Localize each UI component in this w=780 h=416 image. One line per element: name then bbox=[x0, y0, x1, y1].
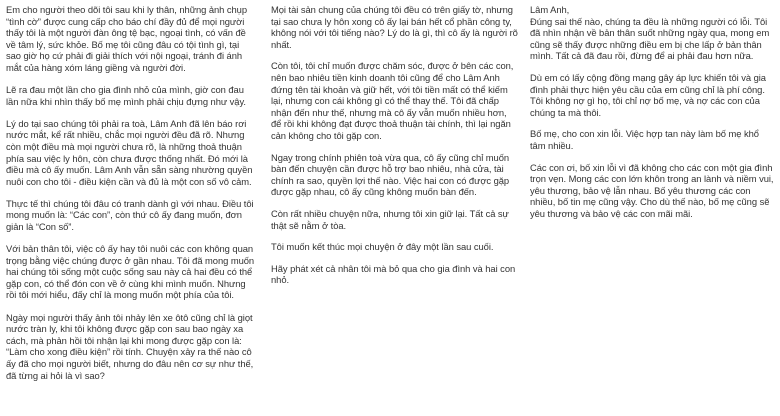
paragraph: Với bản thân tôi, việc cô ấy hay tôi nuôi các con không quan trọng bằng việc chúng được ở gần nhau. Tôi đã mong muốn hai chúng tôi sống một cuộc sống sau này cả hai đều có thể gặp con, có thể đón con về ở cùng khi mình muốn. Nhưng rồi tôi mới hiểu, đấy chỉ là mong muốn một phía của tôi. bbox=[6, 243, 255, 301]
text-column-1 bbox=[0, 0, 262, 392]
paragraph: Ngày mọi người thấy ảnh tôi nhảy lên xe ôtô cũng chỉ là giọt nước tràn ly, khi tôi không được gặp con sau bao ngày xa cách, mà phản hồi tôi nhận lại khi mong được gặp con là: “Làm cho xong điều kiện” rồi tính. Chuyện xảy ra thế nào cô ấy đã cho mọi người biết, nhưng do đâu nên cơ sự như thế, đã từng ai hỏi là vì sao? bbox=[6, 311, 254, 381]
paragraph: Còn tôi, tôi chỉ muốn được chăm sóc, được ở bên các con, nên bao nhiêu tiền kinh doanh tôi cũng để cho Lâm Anh đứng tên tài khoản và giữ hết, với tôi tiền mất có thể kiếm lại, nhưng con cái không gì có thể thay thế. Tôi đã chấp nhận đến như thế, nhưng mà cô ấy vẫn muốn nhiều hơn, để rồi khi không đạt được thoả thuận tài chính, thì lại ngăn cản không cho tôi gặp con. bbox=[271, 60, 514, 141]
text-column-3 bbox=[524, 0, 780, 230]
paragraph: Lẽ ra đau một lần cho gia đình nhỏ của mình, giờ con đau lần nữa khi nhìn thấy bố mẹ mình phải chịu đựng như vậy. bbox=[6, 84, 246, 107]
paragraph: Các con ơi, bố xin lỗi vì đã không cho các con một gia đình trọn vẹn. Mong các con lớn khôn trong an lành và niềm vui, yêu thương, bảo vệ lẫn nhau. Bố yêu thương các con nhiều, bố tin mẹ cũng vậy. Cho dù thế nào, bố mẹ cũng sẽ yêu thương và bảo vệ các con mãi mãi. bbox=[530, 161, 774, 219]
text-column-2 bbox=[262, 0, 524, 296]
paragraph: Thực tế thì chúng tôi đâu có tranh dành gì với nhau. Điều tôi mong muốn là: “Các con”, còn thứ cô ấy đang muốn, đơn giản là “Con số”. bbox=[6, 197, 254, 232]
paragraph: Còn rất nhiều chuyện nữa, nhưng tôi xin giữ lại. Tất cả sự thật sẽ nằm ở tòa. bbox=[271, 207, 509, 231]
paragraph: Dù em có lấy cộng đồng mạng gây áp lực khiến tôi và gia đình phải thực hiện yêu cầu của em cũng chỉ là phí công. Tôi không nợ gì họ, tôi chỉ nợ bố mẹ, và nợ các con của chúng ta mà thôi. bbox=[530, 71, 766, 118]
paragraph: Tôi muốn kết thúc mọi chuyện ở đây một lần sau cuối. bbox=[271, 241, 494, 253]
paragraph: Ngay trong chính phiên toà vừa qua, cô ấy cũng chỉ muốn bàn đến chuyện cần được hỗ trợ bao nhiêu, nhà cửa, tài chính ra sao, quyền lợi thế nào. Việc hai con có được gặp được gặp nhau, cô ấy cũng không muốn bàn đến. bbox=[271, 151, 510, 198]
letter-opening: Lâm Anh, Đúng sai thế nào, chúng ta đều là những người có lỗi. Tôi đã nhìn nhận về bản thân suốt những ngày qua, mong em cũng sẽ thấy được những điều em bị che lấp ở bản thân mình. Tất cả đã đau rồi, đừng để ai phải đau hơn nữa. bbox=[530, 4, 770, 62]
paragraph: Hãy phát xét cả nhân tôi mà bỏ qua cho gia đình và hai con nhỏ. bbox=[271, 262, 516, 286]
paragraph: Lý do tại sao chúng tôi phải ra toà, Lâm Anh đã lên báo rơi nước mắt, kể rất nhiều, chắc mọi người đều đã rõ. Nhưng còn một điều mà mọi người chưa rõ, là những thoả thuận phía sau việc ly hôn, còn chưa được thống nhất. Đó mới là điều mà cô ấy muốn. Lâm Anh vẫn sẵn sàng nhường quyền nuôi con cho tôi - điều kiện cần và đủ là một con số vô cảm. bbox=[6, 117, 253, 187]
paragraph: Bố mẹ, cho con xin lỗi. Việc hợp tan này làm bố mẹ khổ tâm nhiều. bbox=[530, 128, 759, 151]
paragraph: Mọi tài sản chung của chúng tôi đều có trên giấy tờ, nhưng tại sao chưa ly hôn xong cô ấy lại bán hết cổ phần công ty, không nói với tôi tiếng nào? Lý do là gì, thì cô ấy là người rõ nhất. bbox=[271, 4, 518, 50]
paragraph: Em cho người theo dõi tôi sau khi ly thân, những ảnh chụp “tình cờ” được cung cấp cho báo chí đầy đủ để mọi người thấy tôi là một người đàn ông tệ bạc, ngoại tình, có vấn đề về tâm lý, sức khỏe. Bố mẹ tôi cũng đâu có tội tình gì, tại sao giờ họ cứ phải đi giải thích với nội ngoại, tránh đi ánh mắt của hàng xóm láng giềng và người đời. bbox=[6, 4, 248, 73]
